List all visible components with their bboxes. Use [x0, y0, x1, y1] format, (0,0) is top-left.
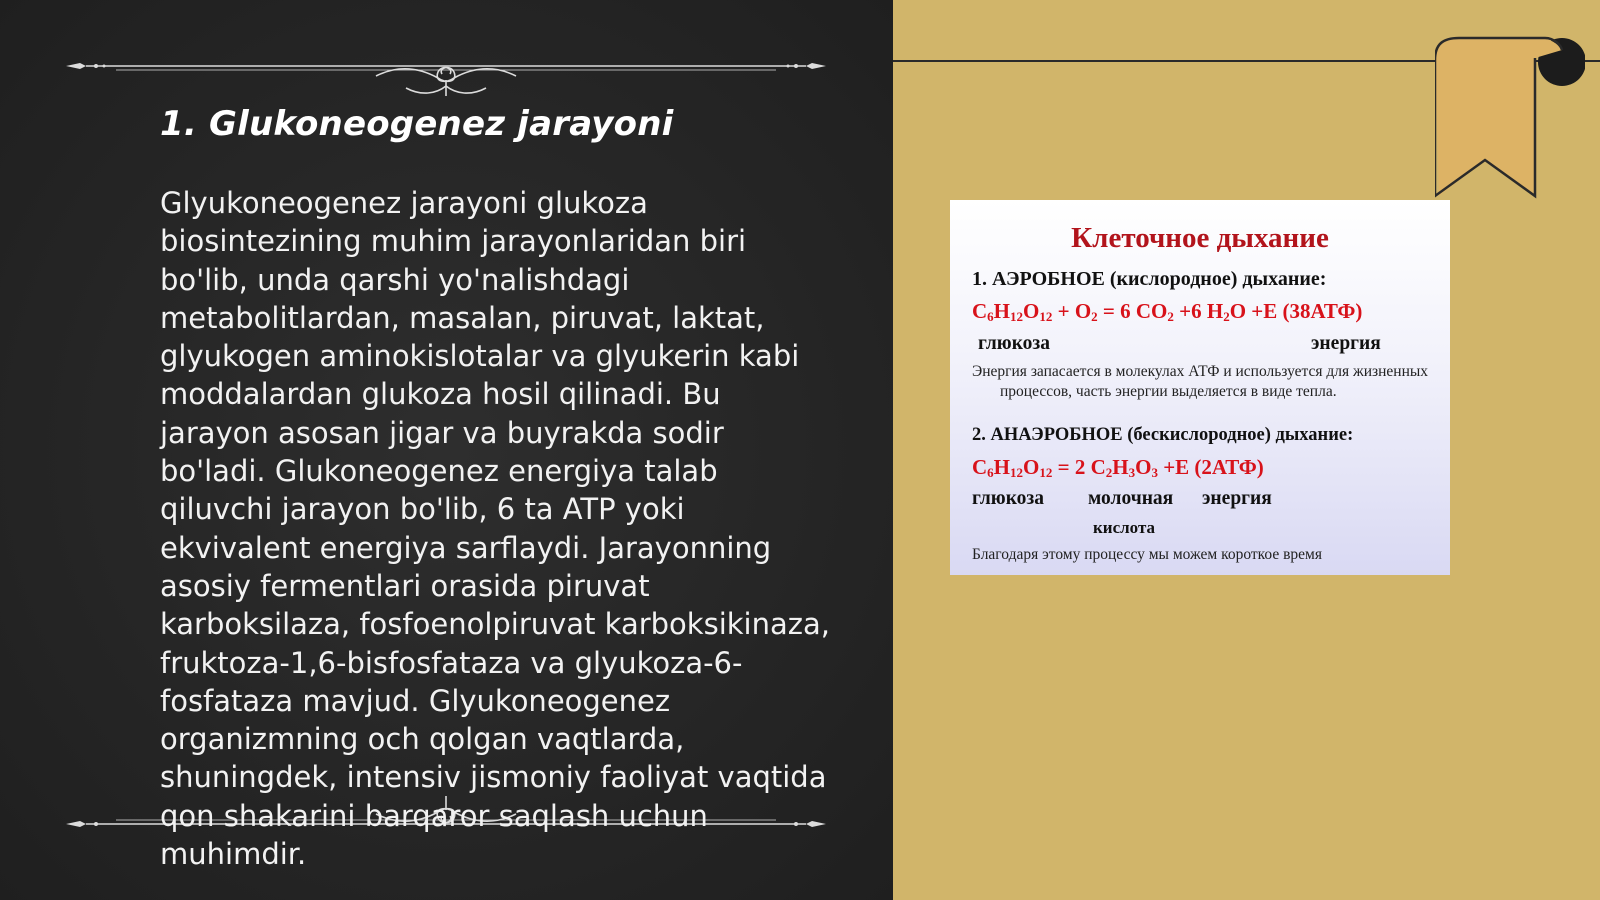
- anaerobic-energy-label: энергия: [1202, 488, 1272, 509]
- aerobic-note: Энергия запасается в молекулах АТФ и используется для жизненных процессов, часть энергии выделяется в виде тепла.: [972, 363, 1429, 400]
- aerobic-glucose-label: глюкоза: [978, 333, 1051, 354]
- anaerobic-equation: $C_6H_{12}O_{12} = 2$ $C_2H_3O_3 +E$ (2АТФ): [972, 455, 1264, 480]
- anaerobic-glucose-label: глюкоза: [972, 488, 1045, 509]
- slide-body-text: Glyukoneogenez jarayoni glukoza biosintezining muhim jarayonlaridan biri bo'lib, unda qarshi yo'nalishdagi metabolitlardan, masalan, piruvat, laktat, glyukogen aminokislotalar va glyukerin kabi moddalardan glukoza hosil qilinadi. Bu jarayon asosan jigar va buyrakda sodir bo'ladi. Glukoneogenez energiya talab qiluvchi jarayon bo'lib, 6 ta ATP yoki ekvivalent energiya sarflaydi. Jarayonning asosiy fermentlari orasida piruvat karboksilaza, fosfoenolpiruvat karboksikinaza, fruktoza-1,6-bisfosfataza va glyukoza-6-fosfataza mavjud. Glyukoneogenez organizmning och qolgan vaqtlarda, shuningdek, intensiv jismoniy faoliyat vaqtida qon shakarini barqaror saqlash uchun muhimdir.: [160, 186, 830, 872]
- image-card-cellular-respiration: [950, 200, 1450, 575]
- aerobic-heading: 1. АЭРОБНОЕ (кислородное) дыхание:: [972, 268, 1327, 290]
- ornament-divider-icon: [66, 36, 826, 96]
- anaerobic-lactic-label: молочная: [1088, 488, 1174, 509]
- anaerobic-note: Благодаря этому процессу мы можем короткое время: [972, 546, 1322, 563]
- aerobic-energy-label: энергия: [1311, 333, 1381, 354]
- aerobic-equation: $C_6H_{12}O_{12} + O_2 = 6$ $CO_2 +6$ $H_2O +E$ (38АТФ): [972, 299, 1363, 324]
- bookmark-ribbon-icon: [1435, 36, 1585, 206]
- slide-title: 1. Glukoneogenez jarayoni: [160, 104, 674, 144]
- card-title: Клеточное дыхание: [1071, 222, 1329, 254]
- anaerobic-heading: 2. АНАЭРОБНОЕ (бескислородное) дыхание:: [972, 425, 1354, 445]
- anaerobic-acid-label: кислота: [1093, 518, 1156, 537]
